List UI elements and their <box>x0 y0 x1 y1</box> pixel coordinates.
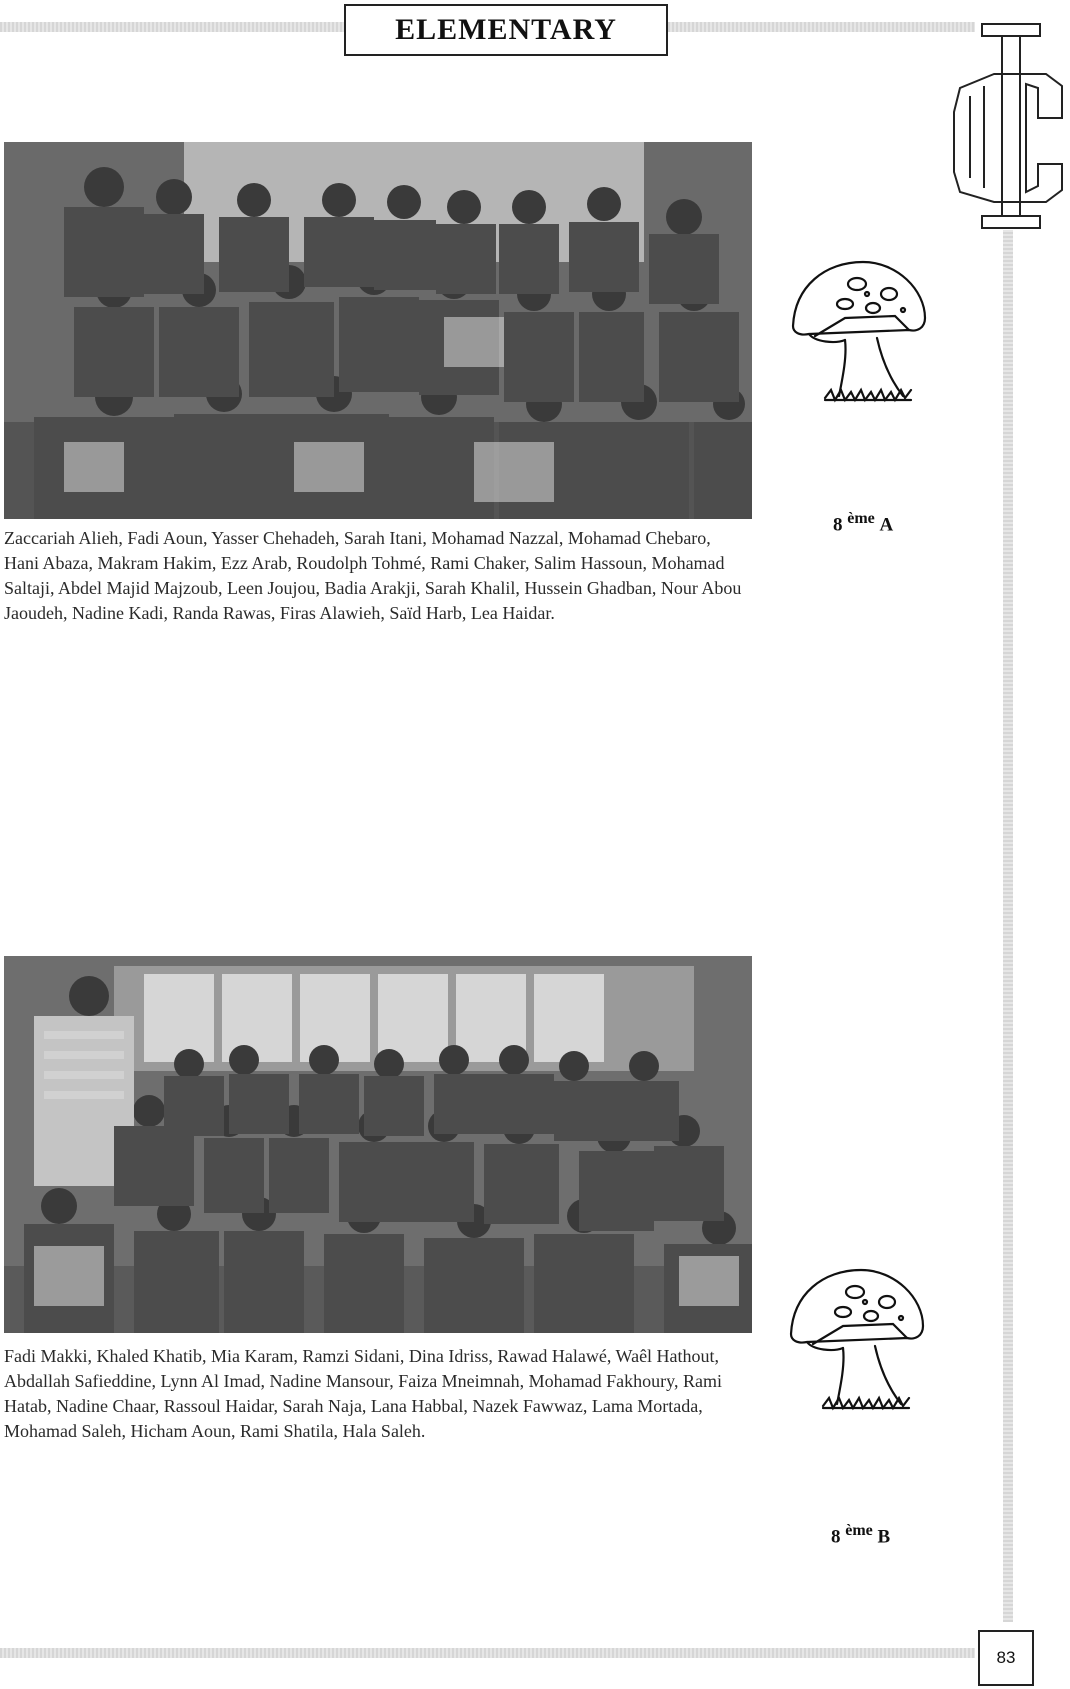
class-label-sup: ème <box>847 510 875 527</box>
section-title-box <box>344 4 668 56</box>
page-number: 83 <box>996 1648 1016 1667</box>
mushroom-icon <box>785 256 935 426</box>
school-logo-icon <box>946 22 1070 230</box>
caption-8a: Zaccariah Alieh, Fadi Aoun, Yasser Chehadeh, Sarah Itani, Mohamad Nazzal, Mohamad Chebaro, Hani Abaza, Makram Hakim, Ezz Arab, Roudolph Tohmé, Rami Chaker, Salim Hassoun, Mohamad Saltaji, Abdel Majid Majzoub, Leen Joujou, Badia Arakji, Sarah Khalil, Hussein Ghadban, Nour Abou Jaoudeh, Nadine Kadi, Randa Rawas, Firas Alawieh, Saïd Harb, Lea Haidar. <box>4 528 742 623</box>
mushroom-icon <box>783 1264 933 1434</box>
class-label-sup: ème <box>845 1522 873 1539</box>
class-photo-8a <box>4 142 752 519</box>
bottom-rule <box>0 1648 975 1658</box>
class-label-letter: B <box>877 1526 891 1548</box>
caption-8b: Fadi Makki, Khaled Khatib, Mia Karam, Ramzi Sidani, Dina Idriss, Rawad Halawé, Waêl Hathout, Abdallah Safieddine, Lynn Al Imad, Nadine Mansour, Faiza Mneimnah, Mohamad Fakhoury, Rami Hatab, Nadine Chaar, Rassoul Haidar, Sarah Naja, Lana Habbal, Nazek Fawwaz, Lama Mortada, Mohamad Saleh, Hicham Aoun, Rami Shatila, Hala Saleh. <box>4 1346 722 1441</box>
right-rule <box>1003 230 1013 1622</box>
class-label-letter: A <box>879 514 894 536</box>
class-label-num: 8 <box>831 1526 841 1548</box>
class-label-8a <box>833 510 893 536</box>
page-number-box <box>978 1630 1034 1686</box>
class-label-num: 8 <box>833 514 843 536</box>
class-photo-8b <box>4 956 752 1333</box>
class-label-8b <box>831 1522 890 1548</box>
section-title: ELEMENTARY <box>395 13 617 46</box>
